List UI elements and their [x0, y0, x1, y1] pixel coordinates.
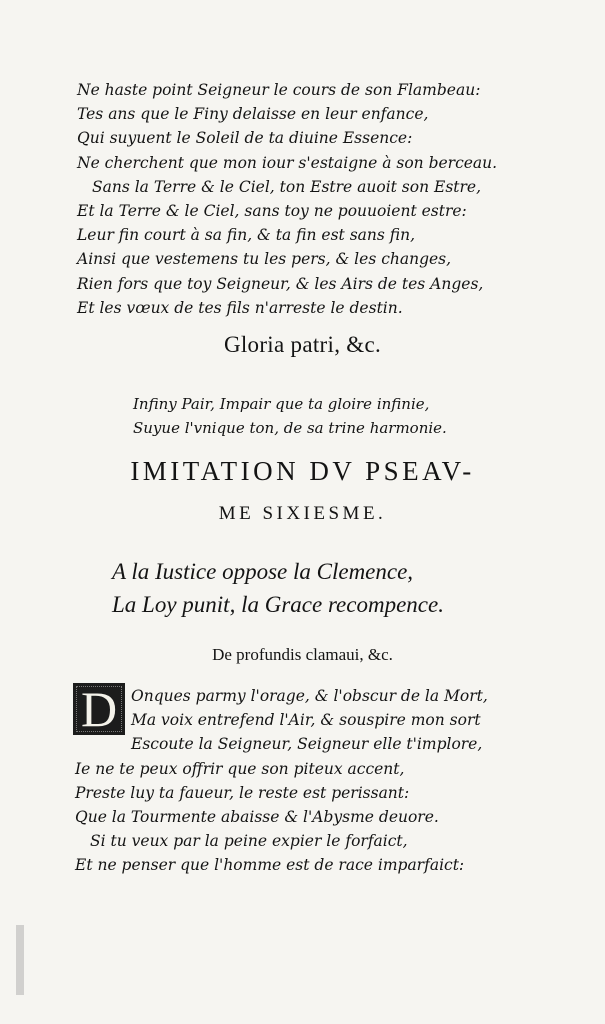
incipit: De profundis clamaui, &c.	[212, 645, 393, 664]
psalm-heading: IMITATION DV PSEAV-	[130, 456, 475, 486]
motto-line: A la Iustice oppose la Clemence,	[112, 559, 414, 584]
verse-line: Ne haste point Seigneur le cours de son Flambeau:	[77, 81, 481, 99]
stanza-2	[0, 684, 605, 878]
verse-line: Ainsi que vestemens tu les pers, & les changes,	[77, 250, 452, 269]
verse-line: Ie ne te peux offrir que son piteux accent,	[75, 759, 405, 778]
verse-line: Et la Terre & le Ciel, sans toy ne pouuoient estre:	[77, 201, 467, 220]
verse-line: Rien fors que toy Seigneur, & les Airs de tes Anges,	[77, 274, 484, 293]
verse-line: Preste luy ta faueur, le reste est perissant:	[75, 783, 410, 802]
antiphon	[0, 392, 605, 440]
gloria-patri: Gloria patri, &c.	[223, 332, 382, 357]
ornamental-dropcap: D	[73, 683, 125, 735]
verse-line: Ma voix entrefend l'Air, & souspire mon sort	[131, 711, 481, 730]
antiphon-line: Suyue l'vnique ton, de sa trine harmonie.	[133, 419, 447, 437]
verse-line: Que la Tourmente abaisse & l'Abysme deuore.	[75, 807, 439, 826]
motto	[0, 555, 605, 621]
verse-line: Tes ans que le Finy delaisse en leur enfance,	[77, 105, 429, 124]
verse-line: Escoute la Seigneur, Seigneur elle t'implore,	[131, 735, 483, 754]
motto-line: La Loy punit, la Grace recompence.	[112, 592, 444, 617]
verse-line: Et ne penser que l'homme est de race imparfaict:	[75, 856, 465, 875]
psalm-heading-continued: ME SIXIESME.	[218, 503, 387, 524]
verse-line: Qui suyuent le Soleil de ta diuine Essence:	[77, 129, 413, 148]
verse-line: Leur fin court à sa fin, & ta fin est sans fin,	[77, 226, 416, 245]
scan-margin-mark	[16, 925, 24, 995]
verse-line: Et les vœux de tes fils n'arreste le destin.	[77, 298, 403, 317]
verse-line: Sans la Terre & le Ciel, ton Estre auoit son Estre,	[92, 177, 482, 196]
verse-line: Si tu veux par la peine expier le forfaict,	[90, 832, 408, 851]
verse-line: Ne cherchent que mon iour s'estaigne à son berceau.	[77, 153, 498, 172]
antiphon-line: Infiny Pair, Impair que ta gloire infinie,	[133, 395, 430, 413]
verse-line: Onques parmy l'orage, & l'obscur de la Mort,	[131, 687, 488, 705]
stanza-1	[0, 78, 605, 320]
